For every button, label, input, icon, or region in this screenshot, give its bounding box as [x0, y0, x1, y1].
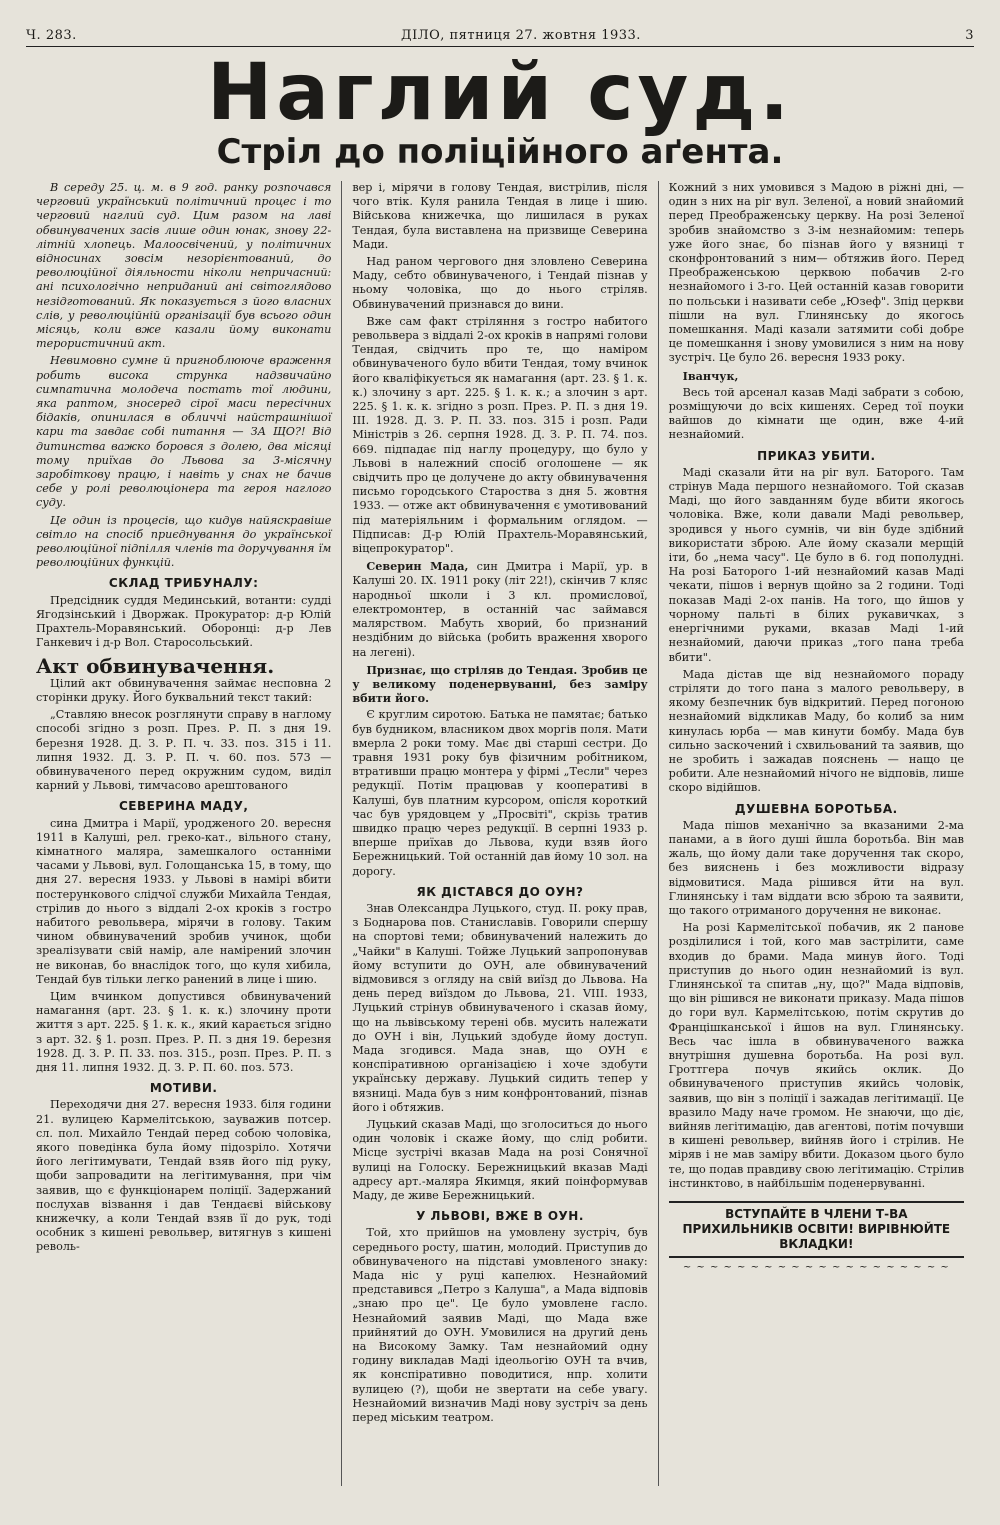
article-paragraph: Знав Олександра Луцького, студ. II. року прав, з Боднарова пов. Станиславів. Говорили спершу на спортові теми; обвинувачений належить до „Чайки" в Калуші. Тойже Луцький запропонував йому вступити до ОУН, але обвинувачений відмовився з огляду на свій виїзд до Львова. На день перед виїздом до Львова, 21. VIII. 1933, Луцький стрінув обвинуваченого і сказав йому, що на львівському терені обв. мусить належати до ОУН і він, Луцький здобуде йому доступ. Мада згодився. Мада знав, що ОУН є конспіративною організацією і хоче здобути українську державу. Луцький сидить тепер у вязниці. Мада був з ним конфронтований, пізнав його і обтяжив.: [352, 901, 648, 1114]
intro-paragraph: Невимовно сумне й пригноблююче враження робить висока струнка надзвичайно симпатична молодеча постать тої людини, яка раптом, зносеред сірої маси пересічних бідаків, опинилася в обличчі найстрашнішої кари та завдає собі питання — ЗА ЩО?! Від дитинства важко боровся з долею, два місяці тому приїхав до Львова за 3-місячну заробіткову працю, і навіть у снах не бачив себе у ролі революціонера та героя наглого суду.: [36, 354, 332, 510]
intro-paragraph: Це один із процесів, що кидув найяскравіше світло на спосіб приєднування до української революційної підпілля членів та доручування їм революційних функцій.: [36, 513, 332, 570]
kill-order-heading: ПРИКАЗ УБИТИ.: [757, 448, 876, 463]
column-1: [26, 181, 341, 1486]
defendant-name: Северин Мада,: [366, 559, 469, 574]
column-3: [658, 181, 974, 1486]
struggle-heading: ДУШЕВНА БОРОТЬБА.: [734, 801, 898, 816]
subheadline: Стріл до поліційного аґента.: [216, 132, 784, 172]
article-paragraph: Вже сам факт стріляння з гостро набитого револьвера з віддалі 2-ох кроків в напрямі голови Тендая, свідчить про те, що наміром обвинуваченого було вбити Тендая, тому вчинок його кваліфікується як намагання (арт. 23. § 1. к. к.) злочину з арт. 225. § 1. к. к.; а злочин з арт. 225. § 1. к. к. згідно з розп. През. Р. П. з дня 19. III. 1928. Д. З. Р. П. 33. поз. 315 і розп. Ради Міністрів з 26. серпня 1928. Д. З. Р. П. 74. поз. 669. підпадає під наглу процедуру, що було у Львові в належний спосіб оголошене — як свідчить про це долучене до акту обвинувачення письмо городського Староства з дня 5. жовтня 1933. — отже акт обвинувачення є умотивований під матеріяльним і формальним оглядом. — Підписав: Д-р Юлій Прахтель-Моравянський, віцепрокуратор".: [352, 314, 648, 556]
mada-heading: СЕВЕРИНА МАДУ,: [118, 799, 249, 814]
motives-paragraph: Переходячи дня 27. вересня 1933. біля години 21. вулицею Кармелітською, зауважив потсер. сл. пол. Михайло Тендай перед собою чоловіка, якого поведінка була йому підозріло. Хотячи його легітимувати, Тендай взяв його під руку, щоби запровадити на легітимування, при чім заявив, що є функціонарем поліції. Задержаний послухав візвання і дав Тендаєві військову книжечку, а коли Тендай взяв її до рук, тоді особник з кишені револьвер, витягнув з кишені револь-: [36, 1098, 332, 1254]
oun-heading: ЯК ДІСТАВСЯ ДО ОУН?: [416, 884, 584, 899]
article-paragraph: Весь той арсенал казав Маді забрати з собою, розміщуючи до всіх кишенях. Серед тої поуки вайшов до кімнати ще один, вже 4-ий незнайомий.: [668, 385, 964, 442]
article-paragraph: Маді сказали йти на ріг вул. Баторого. Там стрінув Мада першого незнайомого. Той сказав Маді, що його завданням буде вбити якогось чоловіка. Вже, коли давали Маді револьвер, зродився у нього сумнів, чи він буде здібний використати зброю. Але йому сказали мерщій іти, бо „нема часу". Це було в 6. год пополудні. На розі Баторого 1-ий незнайомий казав Маді чекати, пішов і вернув щойно за 2 години. Тоді показав Маді 2-ох панів. На того, що йшов у чорному пальті в білих рукавичках, з енергічними руками, вказав Маді 1-ий незнайомий, даючи приказ „того пана треба вбити".: [668, 465, 964, 664]
indictment-paragraph: „Ставляю внесок розглянути справу в наглому способі згідно з розп. През. Р. П. з дня 19. березня 1928. Д. З. Р. П. ч. 33. поз. 315 і 11. липня 1932. Д. З. Р. П. ч. 60. поз. 573 — обвинуваченого перед окружним судом, виділ карний у Львові, тимчасово арештованого: [36, 708, 332, 793]
article-paragraph: Над раном чергового дня зловлено Северина Маду, себто обвинуваченого, і Тендай пізнав у ньому чоловіка, що до нього стріляв. Обвинувачений признався до вини.: [352, 255, 648, 311]
motives-heading: МОТИВИ.: [149, 1081, 218, 1096]
intro-block: [36, 181, 331, 570]
article-paragraph: Той, хто прийшов на умовлену зустріч, був середнього росту, шатин, молодий. Приступив до обвинуваченого на підставі умовленого знаку: Мада ніс у руці капелюх. Незнайомий представився „Петро з Калуша", а Мада відповів „знаю про це". Це було умовлене гасло. Незнайомий заявив Маді, що Мада вже прийнятий до ОУН. Умовилися на другий день на Високому Замку. Там незнайомий одну годину викладав Маді ідеольогію ОУН та вчив, як конспіративно поводитися, нпр. холити вулицею (?), щоби не звертати на себе увагу. Незнайомий визначив Маді нову зустріч за день перед міським театром.: [352, 1226, 648, 1425]
intro-paragraph: В середу 25. ц. м. в 9 год. ранку розпочався черговий український політичний процес і то черговий наглий суд. Цим разом на лаві обвинувачених засів лише один юнак, знову 22-літній хлопець. Малоосвічений, у політичних відносинах зовсім незорієнтований, до революційної діяльности ніколи непричасний: ані психологічно неприданий ані світоглядово незідготований. Як показується з його власних слів, у революційній організації був всього один місяць, коли вже казали йому виконати терористичний акт.: [36, 181, 332, 351]
issue-number: Ч. 283.: [26, 28, 77, 43]
ornament-divider: ~ ~ ~ ~ ~ ~ ~ ~ ~ ~ ~ ~ ~ ~ ~ ~ ~ ~ ~ ~: [682, 1262, 950, 1274]
ivanchuk-name: Іванчук,: [682, 368, 739, 383]
mada-paragraph: Цим вчинком допустився обвинувачений намагання (арт. 23. § 1. к. к.) злочину проти життя з арт. 225. § 1. к. к., який карається згідно з арт. 32. § 1. розп. През. Р. П. з дня 19. березня 1928. Д. З. Р. П. 33. поз. 315., розп. През. Р. П. з дня 11. липня 1932. Д. З. Р. П. 60. поз. 573.: [36, 989, 332, 1074]
article-paragraph: На розі Кармелітської побачив, як 2 панове розділилися і той, кого мав застрілити, саме входив до брами. Мада минув його. Тоді приступив до нього один незнайомий із вул. Глинянської та спитав „ну, що?" Мада відповів, що він рішився не виконати приказу. Мада пішов до гори вул. Кармелітською, потім скрутив до Францішканської і йшов на вул. Глинянську. Весь час ішла в обвинуваченого важка внутрішня душевна боротьба. На розі вул. Гроттгера почув якийсь оклик. До обвинуваченого приступив якийсь чоловік, заявив, що він з поліції і зажадав легітимації. Це вразило Маду наче громом. Не знаючи, що діє, вийняв легітимацію, дав агентові, потім почувши в кишені револьвер, вийняв його і стрілив. Не міряв і не мав заміру вбити. Доказом цього було те, що подав правдиву свою легітимацію. Стрілив інстинктово, в найбільшім поденервуванні.: [668, 921, 964, 1190]
column-2: [341, 181, 657, 1486]
article-paragraph: Луцький сказав Маді, що зголоситься до нього один чоловік і скаже йому, що слід робити. Місце зустрічі вказав Мада на розі Сонячної вулиці на Голоску. Бережницький вказав Маді адресу арт.-маляра Якимця, який поінформував Маду, де живе Бережницький.: [352, 1118, 648, 1203]
tribunal-heading: СКЛАД ТРИБУНАЛУ:: [108, 576, 259, 591]
masthead: [26, 28, 974, 47]
membership-appeal: ВСТУПАЙТЕ В ЧЛЕНИ Т-ВА ПРИХИЛЬНИКІВ ОСВІТИ! ВИРІВНЮЙТЕ ВКЛАДКИ!: [669, 1201, 964, 1258]
indictment-paragraph: Цілий акт обвинувачення займає несповна 2 сторінки друку. Його буквальний текст такий:: [36, 676, 332, 704]
indictment-heading: Акт обвинувачення.: [36, 653, 275, 678]
headline: Наглий суд.: [207, 48, 793, 138]
article-paragraph: Мада дістав ще від незнайомого пораду стріляти до того пана з малого револьверу, в якому безпечник був відкритий. Перед погоною незнайомий відкликав Маду, бо колиб за ним кинулась юрба — мав кинути бомбу. Мада був сильно заскочений і схвильований та заявив, що не зробить і зажадав пояснень — нащо це робити. Але незнайомий нічого не відповів, лише скоро відійшов.: [668, 667, 964, 795]
article-paragraph: Є круглим сиротою. Батька не памятає; батько був будником, власником двох моргів поля. Мати вмерла 2 роки тому. Має дві старші сестри. До травня 1931 року був фізичним робітником, втративши працю монтера у фірмі „Тесли" через редукції. Потім працював у кооперативі в Калуші, був платним курсором, опісля короткий час був урядовцем у „Просвіті", скрізь тратив швидко працю через редукції. В серпні 1933 р. вперше приїхав до Львова, куди взяв його Бережницький. Той останній дав йому 10 зол. на дорогу.: [352, 708, 648, 878]
defendant-bio-text: син Дмитра і Марії, ур. в Калуші 20. IX. 1911 року (літ 22!), скінчив 7 кляс народньої школи і 3 кл. промислової, електромонтер, в останній час займався малярством. Мабуть хворий, бо признаний нездібним до війська (робить враження хворого на легені).: [352, 560, 648, 659]
mada-paragraph: сина Дмитра і Марії, уродженого 20. вересня 1911 в Калуші, рел. греко-кат., вільного стану, кімнатного маляра, замешкалого останніми часами у Львові, вул. Голощанська 15, в тому, що дня 27. вересня 1933. у Львові в намірі вбити постерункового слідчої служби Михайла Тендая, стрілив до нього з віддалі 2-ох кроків з гостро набитого револьвера, мірячи в голову. Таким чином обвинувачений зробив учинок, щоби зреалізувати свій намір, але намірений злочин не виконав, бо внаслідок того, що куля хибила, Тендай був тільки легко ранений в лице і шию.: [36, 816, 332, 986]
article-columns: [26, 181, 974, 1486]
lviv-heading: У ЛЬВОВІ, ВЖЕ В ОУН.: [416, 1209, 584, 1224]
defendant-bio: [352, 559, 647, 659]
article-paragraph: вер і, мірячи в голову Тендая, вистрілив, після чого втік. Куля ранила Тендая в лице і шию. Військова книжечка, що лишилася в руках Тендая, була виставлена на призвище Северина Мади.: [352, 181, 648, 251]
page-number: 3: [965, 28, 974, 43]
article-paragraph: Мада пішов механічно за вказаними 2-ма панами, а в його душі йшла боротьба. Він мав жаль, що йому дали таке доручення так скоро, без вияснень і без можливости відразу відмовитися. Мада рішився йти на вул. Глинянську і там віддати всю зброю та заявити, що такого отриманого доручення не виконає.: [668, 818, 964, 917]
confession-text: Признає, що стріляв до Тендая. Зробив це у великому поденервуванні, без заміру вбити його.: [352, 662, 648, 706]
article-paragraph: Кожний з них умовився з Мадою в ріжні дні, — один з них на ріг вул. Зеленої, а новий знайомий перед Преображенську церкву. На розі Зеленої зробив знайомство з 3-ім незнайомим: теперь уже його знає, бо пізнав його у вязниці т сконфронтований з ним— обтяжив його. Перед Преображенською церквою побачив 2-го незнайомого і 3-го. Цей останній казав говорити по польськи і називати себе „Юзеф". Зпід церкви пішли на вул. Глинянську до якогось помешкання. Маді казали затямити собі добре це помешкання і знову умовилися з ним на нову зустріч. Це було 26. вересня 1933 року.: [668, 181, 964, 365]
tribunal-text: Предсідник суддя Мединський, вотанти: судді Ягодзінський і Дворжак. Прокуратор: д-р Юлій Прахтель-Моравянський. Оборонці: д-р Лев Ганкевич і д-р Вол. Старосольський.: [36, 593, 332, 650]
paper-date: ДІЛО, пятниця 27. жовтня 1933.: [401, 28, 641, 43]
